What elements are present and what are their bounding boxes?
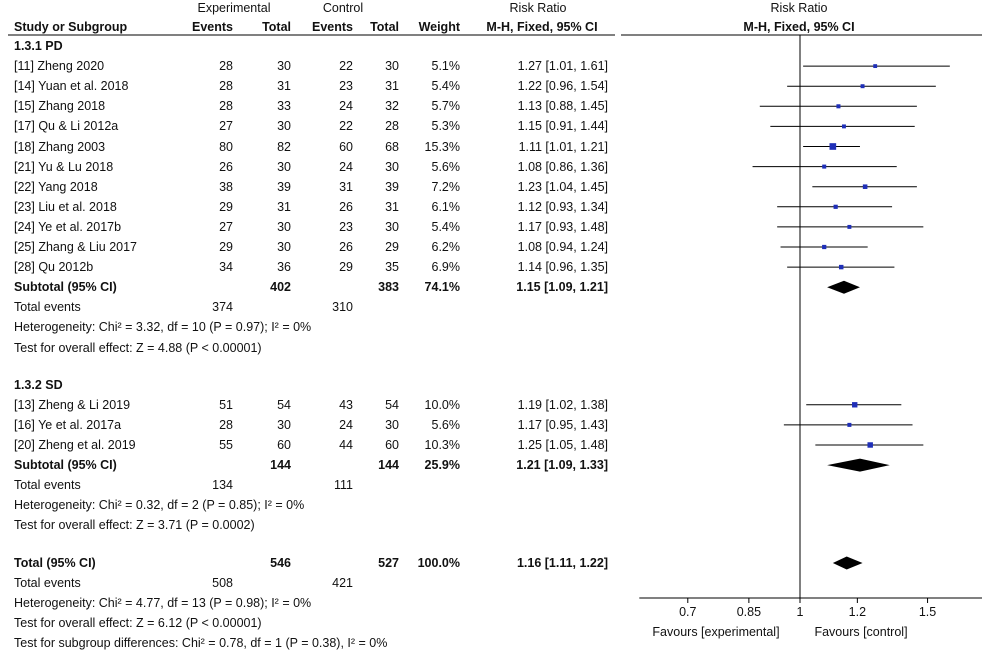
study-name: [25] Zhang & Liu 2017 [14,240,138,254]
study-point-marker [822,245,826,249]
study-weight: 10.0% [424,397,460,412]
header-weight: Weight [418,20,460,34]
study-weight: 5.3% [431,119,460,134]
total-control: 31 [385,199,399,214]
events-experimental: 29 [219,240,233,254]
total-ci: 1.16 [1.11, 1.22] [516,556,608,570]
events-experimental: 27 [219,119,233,134]
subgroup-heading: 1.3.2 SD [14,377,63,392]
events-control: 60 [339,139,353,154]
total-events-experimental: 508 [212,576,233,591]
events-experimental: 28 [219,99,233,114]
total-control: 28 [385,119,399,134]
study-ci: 1.13 [0.88, 1.45] [517,99,608,114]
total-control: 30 [385,417,399,432]
events-control: 26 [339,199,353,214]
study-name: [28] Qu 2012b [14,260,94,275]
header-control: Control [322,1,364,15]
total-control: 30 [385,219,399,234]
study-point-marker [834,205,838,209]
total-experimental: 39 [277,179,291,194]
heterogeneity-text: Heterogeneity: Chi² = 4.77, df = 13 (P = 0.98); I² = 0% [14,596,312,611]
total-control: 29 [385,240,399,254]
heterogeneity-text: Heterogeneity: Chi² = 0.32, df = 2 (P = 0.85); I² = 0% [14,498,305,513]
total-experimental: 60 [277,437,291,452]
study-name: [24] Ye et al. 2017b [14,219,122,234]
total-diamond [833,557,863,570]
total-experimental: 82 [277,139,291,154]
study-ci: 1.25 [1.05, 1.48] [517,437,608,452]
header-risk-ratio-plot: Risk Ratio [770,1,828,15]
subtotal-ci: 1.15 [1.09, 1.21] [516,280,608,295]
study-name: [14] Yuan et al. 2018 [14,79,129,94]
total-control: 68 [385,139,399,154]
study-weight: 5.1% [431,59,460,74]
total-control: 35 [385,260,399,275]
x-tick-label: 0.85 [736,605,762,619]
total-control: 54 [385,397,399,412]
x-tick-label: 1 [796,605,804,619]
header-experimental: Experimental [197,1,271,15]
total-control: 30 [385,59,399,74]
total-experimental: 30 [277,417,291,432]
subtotal-n-control: 144 [378,458,399,473]
study-weight: 6.1% [431,199,460,214]
subgroup-heading: 1.3.1 PD [14,39,63,53]
subtotal-diamond [827,281,860,294]
total-events-control: 111 [333,478,353,493]
study-ci: 1.22 [0.96, 1.54] [517,79,608,94]
subtotal-ci: 1.21 [1.09, 1.33] [516,458,608,473]
total-experimental: 33 [277,99,291,114]
favours-control-label: Favours [control] [814,625,908,639]
study-point-marker [842,124,846,128]
subtotal-n-experimental: 144 [270,458,291,473]
events-experimental: 28 [219,417,233,432]
header-method-plot: M-H, Fixed, 95% CI [743,20,855,34]
study-point-marker [822,165,826,169]
total-experimental: 30 [277,240,291,254]
overall-effect-text: Test for overall effect: Z = 4.88 (P < 0.00001) [14,340,262,355]
study-ci: 1.11 [1.01, 1.21] [518,139,608,154]
total-experimental: 30 [277,159,291,174]
study-ci: 1.17 [0.93, 1.48] [517,219,608,234]
total-n-control: 527 [378,556,399,570]
total-experimental: 54 [277,397,291,412]
header-total-ctl: Total [370,20,399,34]
subtotal-n-control: 383 [378,280,399,295]
events-control: 29 [339,260,353,275]
study-point-marker [847,423,851,427]
study-point-marker [839,265,843,269]
total-control: 31 [385,79,399,94]
total-events-experimental: 134 [212,478,233,493]
events-control: 43 [339,397,353,412]
study-name: [11] Zheng 2020 [14,59,105,74]
events-experimental: 28 [219,79,233,94]
study-ci: 1.17 [0.95, 1.43] [517,417,608,432]
events-experimental: 28 [219,59,233,74]
total-n-experimental: 546 [270,556,291,570]
total-events-label: Total events [14,576,81,591]
total-weight: 100.0% [417,556,460,570]
study-point-marker [836,104,840,108]
total-experimental: 30 [277,119,291,134]
events-experimental: 51 [219,397,233,412]
overall-effect-text: Test for overall effect: Z = 3.71 (P = 0.0002) [14,518,255,533]
study-point-marker [847,225,851,229]
events-experimental: 80 [219,139,233,154]
subtotal-diamond [827,459,890,472]
events-experimental: 55 [219,437,233,452]
total-control: 39 [385,179,399,194]
study-name: [20] Zheng et al. 2019 [14,437,136,452]
events-control: 22 [339,119,353,134]
total-experimental: 30 [277,59,291,74]
study-name: [16] Ye et al. 2017a [14,417,122,432]
study-name: [18] Zhang 2003 [14,139,106,154]
header-total-exp: Total [262,20,291,34]
study-name: [21] Yu & Lu 2018 [14,159,114,174]
events-control: 24 [339,99,353,114]
study-weight: 5.6% [431,417,460,432]
study-point-marker [863,184,868,189]
events-experimental: 34 [219,260,233,275]
study-weight: 5.4% [431,219,460,234]
events-experimental: 26 [219,159,233,174]
events-experimental: 29 [219,199,233,214]
header-events-exp: Events [192,20,233,34]
header-events-ctl: Events [312,20,353,34]
total-events-control: 310 [332,300,353,315]
events-control: 24 [339,417,353,432]
header-risk-ratio-text: Risk Ratio [509,1,567,15]
total-events-experimental: 374 [212,300,233,315]
study-name: [15] Zhang 2018 [14,99,106,114]
study-point-marker [830,143,837,150]
study-ci: 1.08 [0.94, 1.24] [517,240,608,254]
overall-effect-text: Test for overall effect: Z = 6.12 (P < 0.00001) [14,616,262,631]
study-ci: 1.19 [1.02, 1.38] [517,397,608,412]
total-label: Total (95% CI) [14,556,96,570]
x-tick-label: 1.2 [848,605,867,619]
study-ci: 1.14 [0.96, 1.35] [517,260,608,275]
study-ci: 1.23 [1.04, 1.45] [517,179,608,194]
header-study: Study or Subgroup [14,20,128,34]
subtotal-n-experimental: 402 [270,280,291,295]
subtotal-weight: 74.1% [424,280,460,295]
events-control: 26 [339,240,353,254]
study-ci: 1.15 [0.91, 1.44] [517,119,608,134]
total-experimental: 31 [277,199,291,214]
study-weight: 6.2% [431,240,460,254]
subtotal-label: Subtotal (95% CI) [14,458,117,473]
total-experimental: 36 [277,260,291,275]
study-weight: 10.3% [424,437,460,452]
favours-experimental-label: Favours [experimental] [652,625,780,639]
events-control: 24 [339,159,353,174]
study-name: [22] Yang 2018 [14,179,98,194]
total-events-control: 421 [332,576,353,591]
events-control: 44 [339,437,353,452]
subtotal-weight: 25.9% [424,458,460,473]
subgroup-differences-text: Test for subgroup differences: Chi² = 0.78, df = 1 (P = 0.38), I² = 0% [14,636,388,650]
events-control: 31 [339,179,353,194]
study-point-marker [852,402,857,407]
total-events-label: Total events [14,478,81,493]
heterogeneity-text: Heterogeneity: Chi² = 3.32, df = 10 (P = 0.97); I² = 0% [14,320,312,335]
study-weight: 6.9% [431,260,460,275]
study-name: [17] Qu & Li 2012a [14,119,119,134]
subtotal-label: Subtotal (95% CI) [14,280,117,295]
events-control: 23 [339,219,353,234]
events-experimental: 27 [219,219,233,234]
study-weight: 7.2% [431,179,460,194]
header-method-text: M-H, Fixed, 95% CI [486,20,598,34]
events-control: 23 [339,79,353,94]
events-experimental: 38 [219,179,233,194]
study-weight: 5.6% [431,159,460,174]
total-experimental: 31 [277,79,291,94]
total-control: 32 [385,99,399,114]
study-ci: 1.08 [0.86, 1.36] [517,159,608,174]
x-tick-label: 0.7 [679,605,697,619]
study-ci: 1.27 [1.01, 1.61] [517,59,608,74]
study-ci: 1.12 [0.93, 1.34] [517,199,608,214]
study-point-marker [867,442,872,447]
total-control: 30 [385,159,399,174]
study-weight: 15.3% [424,139,460,154]
study-point-marker [861,84,865,88]
study-weight: 5.4% [431,79,460,94]
total-control: 60 [385,437,399,452]
x-tick-label: 1.5 [918,605,937,619]
study-point-marker [873,64,877,68]
study-weight: 5.7% [431,99,460,114]
total-experimental: 30 [277,219,291,234]
study-name: [13] Zheng & Li 2019 [14,397,131,412]
total-events-label: Total events [14,300,81,315]
study-name: [23] Liu et al. 2018 [14,199,117,214]
events-control: 22 [339,59,353,74]
